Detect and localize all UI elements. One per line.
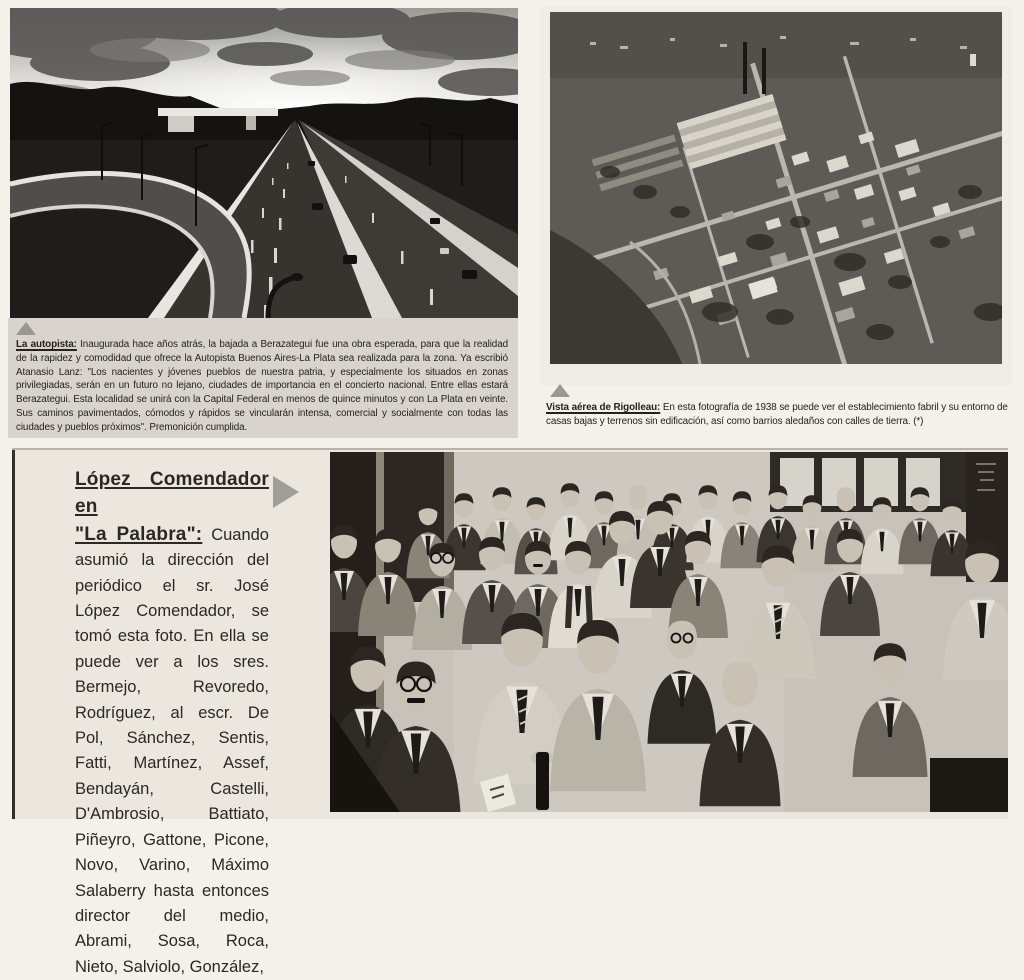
palabra-article (75, 466, 269, 980)
highway-photo-art (10, 8, 518, 318)
autopista-caption-title: La autopista: (16, 339, 77, 350)
article-text-column (75, 466, 269, 980)
rigolleau-caption-title: Vista aérea de Rigolleau: (546, 402, 661, 413)
highway-photo (10, 8, 518, 318)
rigolleau-caption-body: En esta fotografía de 1938 se puede ver el establecimiento fabril y su entorno de casas bajas y terrenos sin edificación, así como barrios aledaños con calles de tierra. (*) (546, 402, 1008, 427)
group-photo-art (330, 452, 1008, 812)
triangle-right-icon (273, 476, 299, 508)
autopista-caption-body: Inaugurada hace años atrás, la bajada a Berazategui fue una obra esperada, para que la realidad de la rapidez y comodidad que ofrece la Autopista Buenos Aires-La Plata sea realizada para la zona. Ya escribió Atanasio Lanz: "Los nacientes y jóvenes pueblos de nuestra patria, y especialmente los situados en zonas privilegiadas, serán en un futuro no lejano, ciudades de importancia en el concierto nacional. Entre ellas estará Berazategui. Esta localidad se unirá con la Capital Federal en menos de quince minutos y con La Plata en veinte. Sus caminos pavimentados, cómodos y rápidos se vincularán intensa, comercial y socialmente con todas las ciudades y pueblos próximos". Premonición cumplida. (16, 339, 508, 433)
group-photo (330, 452, 1008, 812)
palabra-body: Cuando asumió la dirección del periódico el sr. José López Comendador, se tomó esta foto. En ella se puede ver a los sres. Bermejo, Revoredo, Rodríguez, al escr. De Pol, Sánchez, Sentis, Fatti, Martínez, Assef, Bendayán, Castelli, D'Ambrosio, Battiato, Piñeyro, Gattone, Picone, Novo, Varino, Máximo Salaberry hasta entonces director del medio, Abrami, Sosa, Roca, Nieto, Salviolo, González, (75, 525, 269, 976)
triangle-up-icon (550, 384, 570, 397)
article-panel (12, 450, 1008, 976)
aerial-photo (550, 12, 1002, 364)
autopista-caption (16, 338, 508, 435)
rigolleau-caption (546, 401, 1016, 429)
palabra-title-line2: "La Palabra": (75, 523, 203, 545)
autopista-caption-panel (8, 318, 518, 438)
rigolleau-caption-panel (546, 384, 1016, 429)
aerial-photo-art (550, 12, 1002, 364)
palabra-title-line1: López Comendador en (75, 469, 269, 518)
triangle-up-icon (16, 322, 36, 335)
